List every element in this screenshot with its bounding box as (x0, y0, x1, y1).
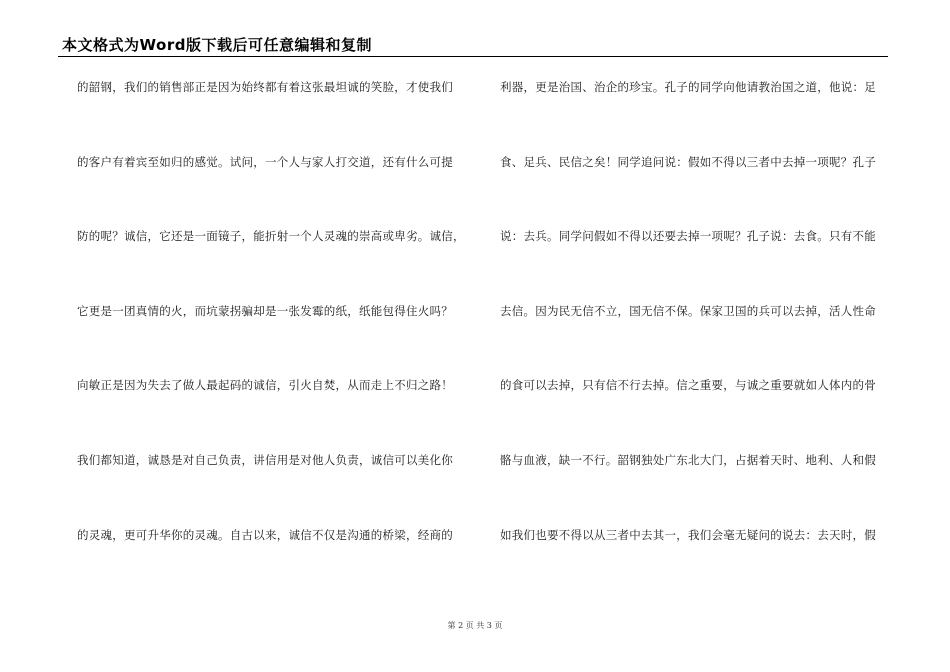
text-line: 如我们也要不得以从三者中去其一，我们会毫无疑问的说去：去天时，假 (500, 527, 876, 542)
header-divider (58, 56, 888, 57)
text-line: 我们都知道，诚恳是对自己负责，讲信用是对他人负责，诚信可以美化你 (77, 452, 453, 467)
text-line: 防的呢？诚信，它还是一面镜子，能折射一个人灵魂的崇高或卑劣。诚信， (77, 229, 465, 244)
document-header-title: 本文格式为Word版下载后可任意编辑和复制 (62, 36, 372, 54)
text-line: 骼与血液，缺一不行。韶钢独处广东北大门，占据着天时、地利、人和假 (500, 452, 876, 467)
text-line: 的客户有着宾至如归的感觉。试问，一个人与家人打交道，还有什么可提 (77, 154, 453, 169)
text-line: 去信。因为民无信不立，国无信不保。保家卫国的兵可以去掉，活人性命 (500, 303, 876, 318)
page-number-footer: 第 2 页 共 3 页 (447, 621, 503, 630)
text-line: 它更是一团真情的火，而坑蒙拐骗却是一张发霉的纸，纸能包得住火吗？ (77, 303, 453, 318)
text-line: 的韶钢，我们的销售部正是因为始终都有着这张最坦诚的笑脸，才使我们 (77, 80, 453, 94)
text-line: 的灵魂，更可升华你的灵魂。自古以来，诚信不仅是沟通的桥梁，经商的 (77, 527, 453, 542)
text-line: 向敏正是因为失去了做人最起码的诚信，引火自焚，从而走上不归之路！ (77, 378, 453, 393)
left-text-column (77, 79, 469, 601)
text-line: 利器，更是治国、治企的珍宝。孔子的同学向他请教治国之道，他说：足 (500, 80, 876, 94)
text-line: 的食可以去掉，只有信不行去掉。信之重要，与诚之重要就如人体内的骨 (500, 378, 876, 393)
text-line: 食、足兵、民信之矣！同学追问说：假如不得以三者中去掉一项呢？孔子 (500, 154, 876, 169)
text-line: 说：去兵。同学问假如不得以还要去掉一项呢？孔子说：去食。只有不能 (500, 229, 876, 244)
right-text-column (500, 79, 892, 601)
